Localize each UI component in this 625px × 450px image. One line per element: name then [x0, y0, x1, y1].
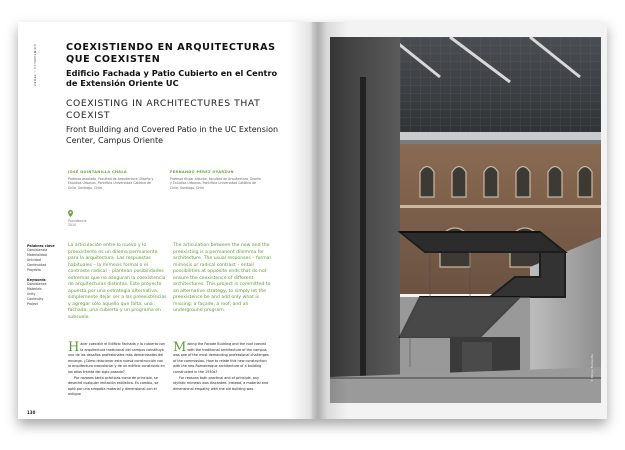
keyword-item: Materialidad [27, 253, 47, 257]
keyword-item: Materials [27, 287, 42, 291]
keyword-item: Proyecto [27, 268, 41, 272]
author-affiliation: Profesor titular adjunto, Facultad de Arquitectura, Diseño y Estudios Urbanos, Pontificia Universidad Católica de Chile, Santiago, Chile [170, 177, 261, 190]
body-paragraph: Por razones tanto prácticas como de principio, se desechó cualquier imitación estilística. Es cambio, se optó por una simpatía material y dimensional con el antiguo [68, 375, 159, 397]
abstract-es: La articulación entre lo nuevo y lo preexistente es un dilema permanente para la arquitectura. Las respuestas habituales – la mímesis formal o el contraste radical – plantean posibilidades extremas que no aseguran la coexistencia de arquitecturas distintas. Este proyecto apuesta por una estrategia alternativa, simplemente dejar ser a las preexistencias y agregar sólo aquello que falta: una fachada, una cubierta y un programa en subsuelo. [68, 243, 167, 320]
page-number: 130 [27, 410, 36, 415]
location-pin-icon [68, 210, 73, 217]
author-name: FERNANDO PÉREZ OYARZUN [170, 170, 234, 174]
body-paragraph: For reasons both practical and of principle, any stylistic mimesis was discarded. Instead, a material and dimensional empathy with the old building was [173, 375, 269, 391]
body-paragraph: aking the Facade Building and the roof coexist with the traditional architecture of the campus was one of the most demanding professional challenges of the commission. How to relate this new construction with the neo-Romanesque architecture of a building constructed in the 1930s? [173, 342, 269, 374]
article-title-en: COEXISTING IN ARCHITECTURES THAT COEXIST [66, 98, 261, 121]
author-block-1 [68, 170, 160, 190]
running-head: QUINTANILLA • PÉREZ [33, 44, 37, 87]
drop-cap: M [173, 340, 187, 355]
author-name: JOSÉ QUINTANILLA CHALA [68, 170, 128, 174]
location-info [68, 219, 86, 228]
keyword-item: Continuity [27, 297, 44, 301]
keywords-column [27, 244, 65, 307]
architecture-photo [330, 37, 601, 403]
drop-cap: H [68, 340, 80, 355]
keywords-label-es: Palabras clave [27, 244, 55, 248]
article-subtitle-en: Front Building and Covered Patio in the UC Extension Center, Campus Oriente [66, 125, 279, 145]
keyword-item: Unicidad [27, 258, 41, 262]
abstract-en: The articulation between the new and the preexisting is a permanent dilemma for architecture. The usual responses – formal mimesis or radical contrast – entail possibilities at opposite ends that do not ensure the coexistence of different architectures. This project is committed to an alternative strategy, to simply let the preexistence be and add only what is missing: a façade, a roof, and an underground program. [173, 243, 271, 313]
author-block-2 [170, 170, 262, 190]
keyword-item: Unity [27, 292, 36, 296]
keyword-item: Project [27, 302, 38, 306]
magazine-spread [18, 22, 607, 419]
location-year: 2010 [68, 223, 77, 228]
left-page [18, 22, 312, 419]
article-title-es: COEXISTIENDO EN ARQUITECTURAS QUE COEXISTEN [66, 42, 276, 65]
photo-credit: © Felipe Fontecilla [590, 353, 594, 382]
right-page [312, 22, 607, 419]
body-text-en [173, 342, 272, 392]
keywords-label-en: Keywords [27, 278, 46, 282]
keyword-item: Coexistencia [27, 248, 48, 252]
keyword-item: Coexistence [27, 282, 47, 286]
keyword-item: Continuidad [27, 263, 47, 267]
article-subtitle-es: Edificio Fachada y Patio Cubierto en el Centro de Extensión Oriente UC [66, 68, 278, 88]
body-paragraph: acer coexistir el Edificio Fachada y la cubierta con la arquitectura tradicional del campus constituyó uno de los desafíos profesionales más demandantes del encargo. ¿Cómo relacionar esta nueva construcción con la arquitectura neocolonial y de un edificio construido en los años treinta del siglo pasado? [68, 342, 166, 374]
body-text-es [68, 342, 167, 398]
location-city: Providencia [68, 219, 87, 223]
author-affiliation: Profesor asociado, Facultad de Arquitectura, Diseño y Estudios Urbanos, Pontificia Universidad Católica de Chile, Santiago, Chile [68, 177, 154, 190]
